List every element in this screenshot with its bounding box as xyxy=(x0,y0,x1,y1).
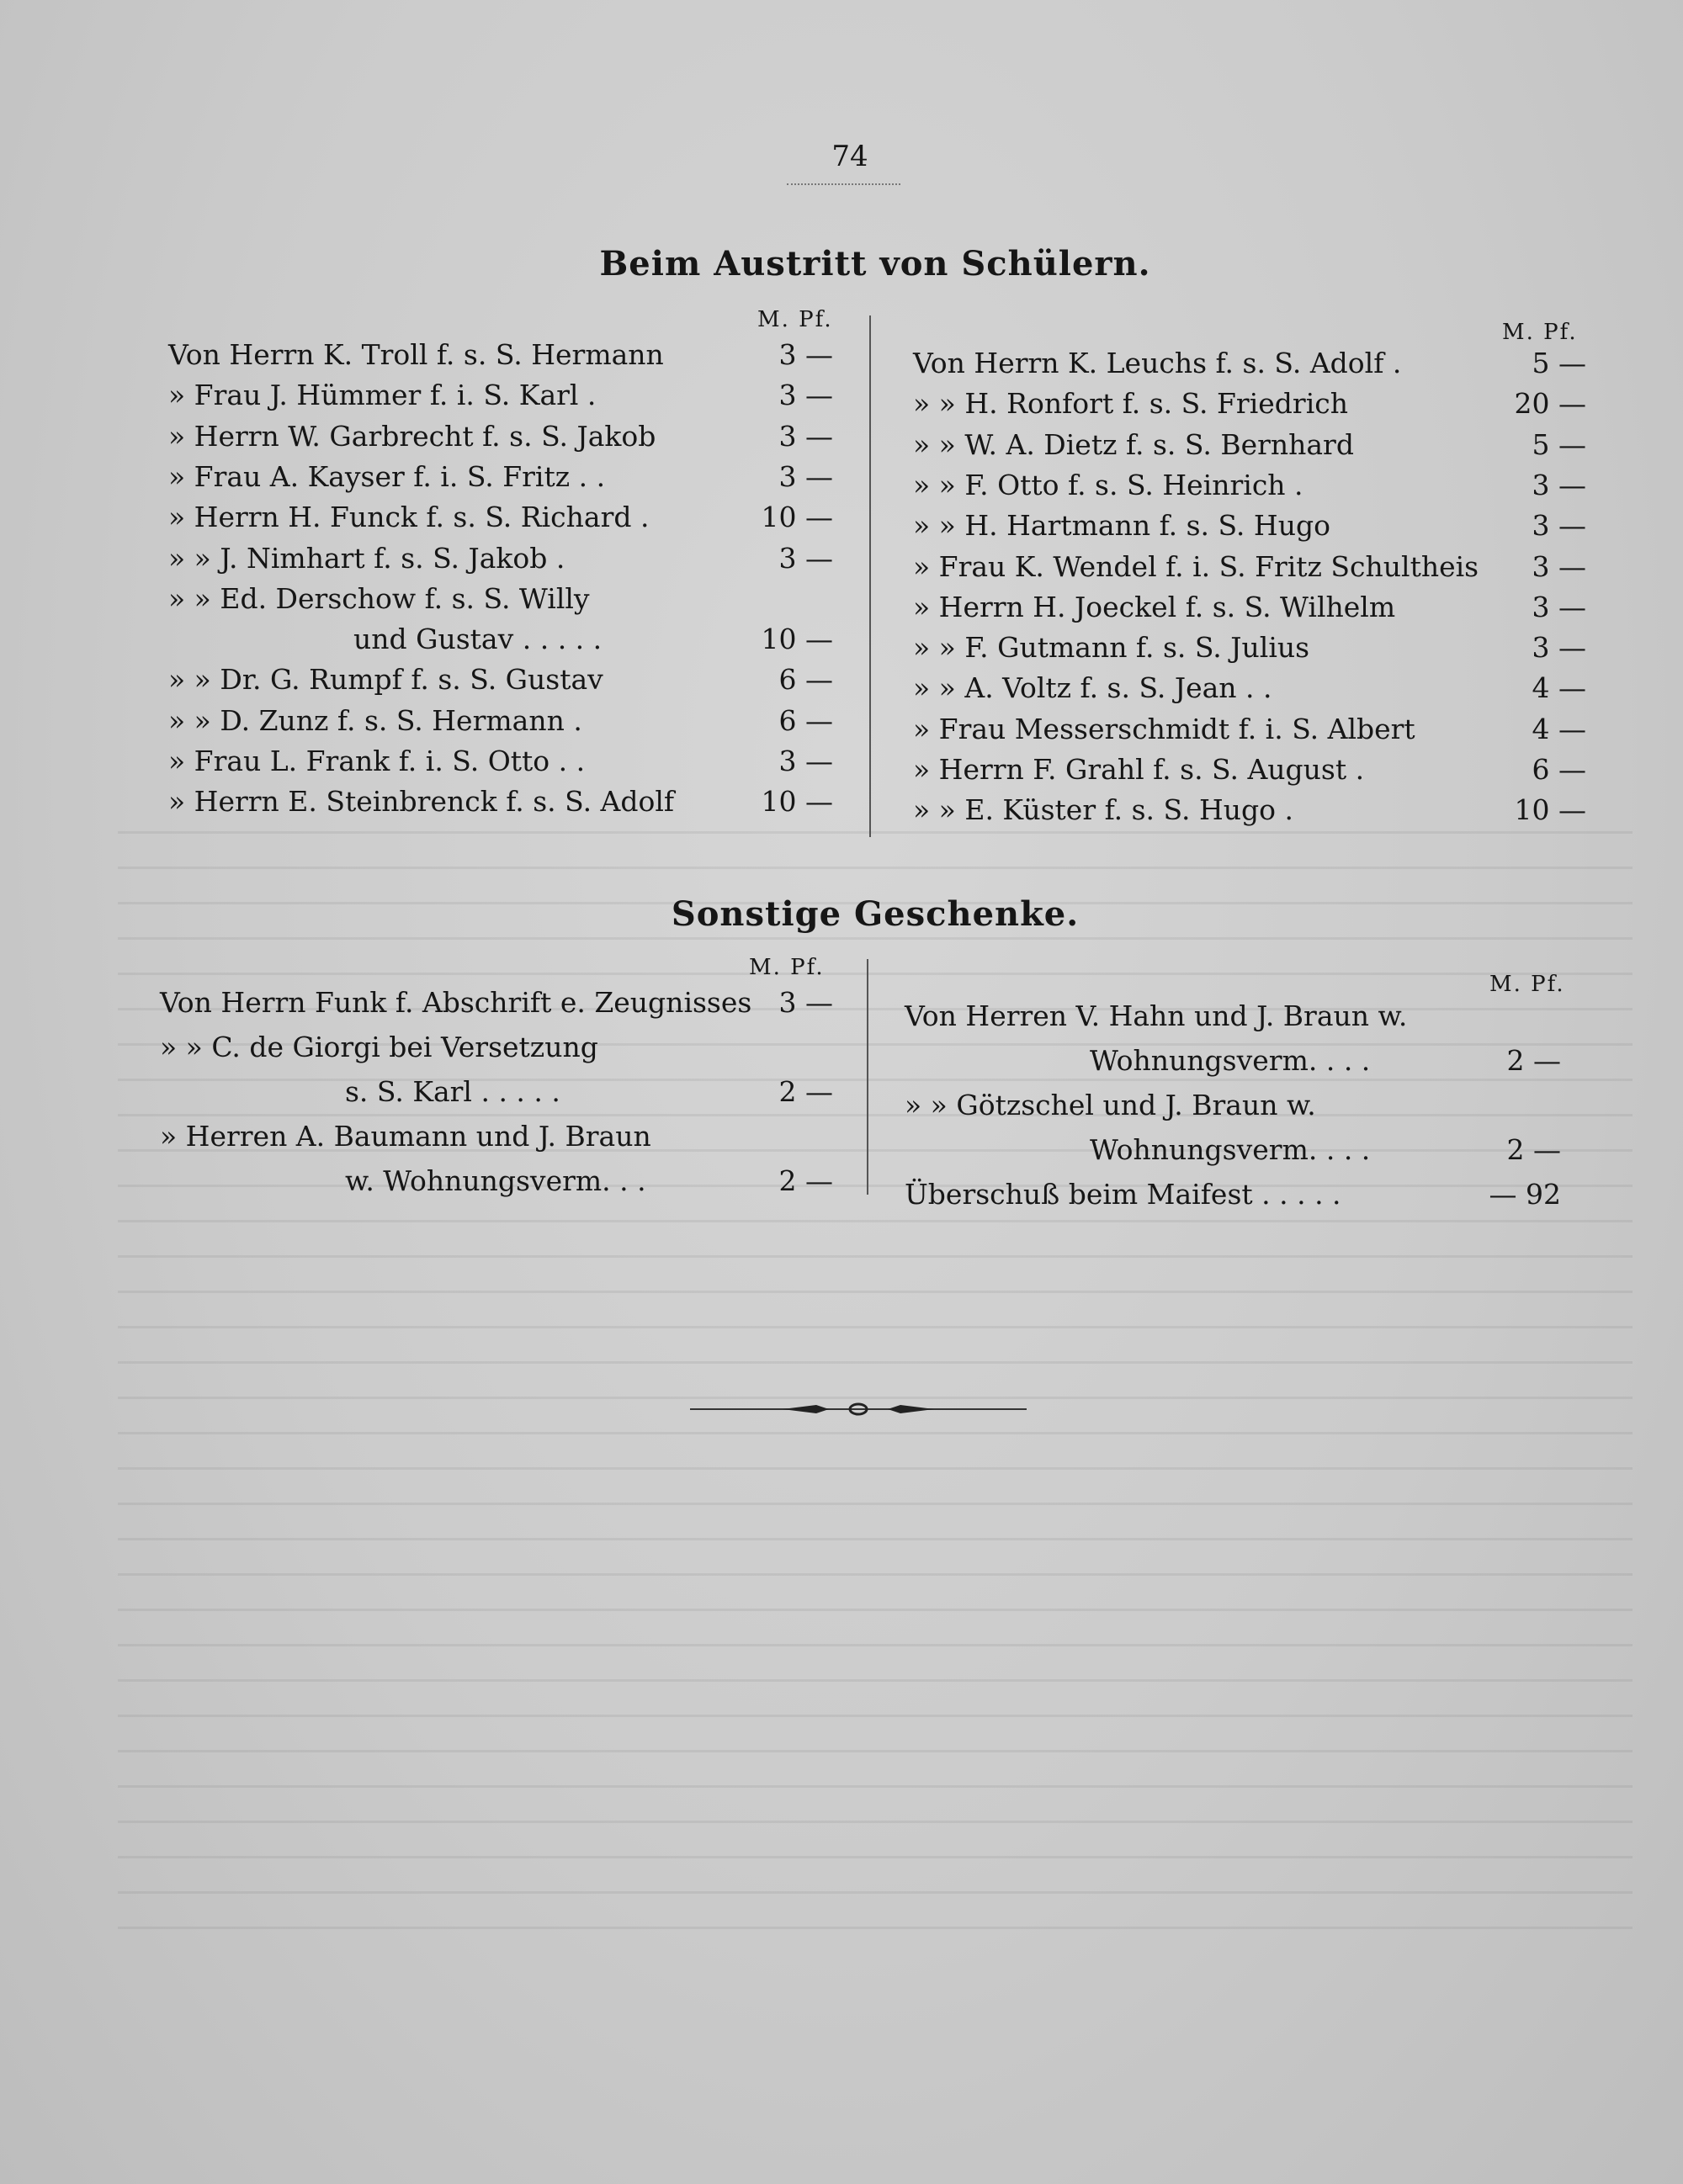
amount: 5 — xyxy=(1532,347,1586,379)
amount: 3 — xyxy=(778,419,833,453)
currency-header: M. Pf. xyxy=(1502,320,1578,345)
amount: 3 — xyxy=(1532,468,1586,501)
ledger-row xyxy=(905,1133,1578,1175)
donor-entry: w. Wohnungsverm. . . xyxy=(345,1164,646,1197)
geschenke-left-column xyxy=(160,951,842,1203)
ledger-row xyxy=(168,704,842,746)
donor-entry: Von Herrn K. Leuchs f. s. S. Adolf . xyxy=(913,347,1402,379)
amount: 4 — xyxy=(1532,712,1586,745)
donor-entry: » » F. Gutmann f. s. S. Julius xyxy=(913,631,1310,665)
donor-entry: » Herrn E. Steinbrenck f. s. S. Adolf xyxy=(168,785,675,819)
amount: 10 — xyxy=(1514,793,1586,827)
donor-entry: » » Götzschel und J. Braun w. xyxy=(905,1089,1316,1121)
ledger-row xyxy=(168,582,842,624)
ledger-row xyxy=(168,379,842,421)
ledger-row xyxy=(168,623,842,665)
section-title-austritt: Beim Austritt von Schülern. xyxy=(599,244,1151,284)
ledger-row xyxy=(913,509,1586,551)
donor-entry: Wohnungsverm. . . . xyxy=(1090,1133,1371,1166)
donor-entry: Von Herren V. Hahn und J. Braun w. xyxy=(905,999,1408,1032)
donor-entry: » » C. de Giorgi bei Versetzung xyxy=(160,1031,598,1063)
ledger-row xyxy=(160,1075,842,1117)
ledger-row xyxy=(168,501,842,543)
donor-entry: » Herrn F. Grahl f. s. S. August . xyxy=(913,753,1365,786)
ledger-row xyxy=(913,347,1586,389)
donor-entry: » » F. Otto f. s. S. Heinrich . xyxy=(913,468,1303,501)
ledger-row xyxy=(905,1044,1578,1086)
ledger-row xyxy=(913,753,1586,795)
amount: 6 — xyxy=(1532,753,1586,786)
donor-entry: » Herren A. Baumann und J. Braun xyxy=(160,1120,651,1153)
austritt-right-column xyxy=(913,320,1586,858)
decorative-divider-ornament xyxy=(690,1397,1027,1422)
ledger-row xyxy=(913,550,1586,592)
ledger-row xyxy=(905,999,1578,1042)
donor-entry: » Herrn H. Funck f. s. S. Richard . xyxy=(168,501,650,534)
ledger-row xyxy=(913,631,1586,673)
amount: 10 — xyxy=(761,623,833,656)
donor-entry: » Frau J. Hümmer f. i. S. Karl . xyxy=(168,379,597,412)
ledger-row xyxy=(913,387,1586,429)
ledger-row xyxy=(160,1120,842,1162)
amount: 3 — xyxy=(778,986,833,1019)
amount: 2 — xyxy=(1506,1133,1561,1166)
ledger-row xyxy=(168,663,842,705)
ledger-row xyxy=(160,1164,842,1206)
page-number: 74 xyxy=(831,140,868,173)
ledger-row xyxy=(160,986,842,1028)
donor-entry: » » A. Voltz f. s. S. Jean . . xyxy=(913,671,1272,705)
donor-entry: » Frau A. Kayser f. i. S. Fritz . . xyxy=(168,459,606,493)
column-divider xyxy=(867,959,868,1195)
ledger-row xyxy=(168,542,842,584)
column-divider xyxy=(869,315,871,837)
donor-entry: » » J. Nimhart f. s. S. Jakob . xyxy=(168,541,565,575)
donor-entry: Überschuß beim Maifest . . . . . xyxy=(905,1178,1341,1211)
ledger-row xyxy=(168,338,842,380)
ledger-row xyxy=(905,1178,1578,1220)
amount: 2 — xyxy=(778,1164,833,1197)
amount: 10 — xyxy=(761,785,833,819)
donor-entry: » » D. Zunz f. s. S. Hermann . xyxy=(168,703,582,737)
donor-entry: » » Dr. G. Rumpf f. s. S. Gustav xyxy=(168,663,603,697)
amount: 6 — xyxy=(778,663,833,697)
donor-entry: » » Ed. Derschow f. s. S. Willy xyxy=(168,581,590,615)
amount: 3 — xyxy=(778,459,833,493)
ledger-row xyxy=(905,1089,1578,1131)
donor-entry: » Frau Messerschmidt f. i. S. Albert xyxy=(913,712,1415,745)
donor-entry: » Herrn H. Joeckel f. s. S. Wilhelm xyxy=(913,590,1396,623)
donor-entry: Von Herrn Funk f. Abschrift e. Zeugnisses xyxy=(160,986,752,1019)
amount: 3 — xyxy=(778,379,833,412)
donor-entry: » Frau L. Frank f. i. S. Otto . . xyxy=(168,745,586,777)
donor-entry: und Gustav . . . . . xyxy=(353,623,603,656)
ledger-row xyxy=(913,469,1586,511)
amount: 10 — xyxy=(761,501,833,534)
amount: — 92 xyxy=(1489,1178,1561,1211)
donor-entry: Von Herrn K. Troll f. s. S. Hermann xyxy=(168,338,664,371)
ledger-row xyxy=(913,591,1586,633)
ledger-row xyxy=(913,793,1586,835)
amount: 3 — xyxy=(778,541,833,575)
currency-header: M. Pf. xyxy=(757,307,833,332)
currency-header: M. Pf. xyxy=(1489,972,1565,997)
ledger-row xyxy=(913,713,1586,755)
donor-entry: » Herrn W. Garbrecht f. s. S. Jakob xyxy=(168,419,656,453)
ledger-row xyxy=(168,460,842,502)
amount: 6 — xyxy=(778,703,833,737)
ledger-row xyxy=(160,1031,842,1073)
amount: 3 — xyxy=(1532,590,1586,623)
donor-entry: s. S. Karl . . . . . xyxy=(345,1075,560,1108)
ledger-row xyxy=(913,671,1586,713)
amount: 4 — xyxy=(1532,671,1586,705)
donor-entry: » Frau K. Wendel f. i. S. Fritz Schultheis xyxy=(913,549,1479,583)
donor-entry: Wohnungsverm. . . . xyxy=(1090,1044,1371,1077)
ledger-row xyxy=(168,420,842,462)
amount: 20 — xyxy=(1514,387,1586,421)
amount: 2 — xyxy=(778,1075,833,1108)
austritt-left-column xyxy=(168,303,842,841)
donor-entry: » » E. Küster f. s. S. Hugo . xyxy=(913,793,1293,827)
currency-header: M. Pf. xyxy=(749,955,825,980)
geschenke-right-column xyxy=(905,967,1578,1220)
ledger-row xyxy=(168,785,842,827)
ledger-row xyxy=(168,745,842,787)
donor-entry: » » H. Ronfort f. s. S. Friedrich xyxy=(913,387,1348,421)
amount: 2 — xyxy=(1506,1044,1561,1077)
amount: 3 — xyxy=(778,338,833,371)
amount: 3 — xyxy=(1532,509,1586,543)
donor-entry: » » H. Hartmann f. s. S. Hugo xyxy=(913,509,1330,543)
amount: 3 — xyxy=(1532,631,1586,665)
ledger-row xyxy=(913,428,1586,470)
page-number-underline xyxy=(787,183,900,185)
amount: 3 — xyxy=(778,745,833,777)
amount: 3 — xyxy=(1532,549,1586,583)
amount: 5 — xyxy=(1532,427,1586,461)
donor-entry: » » W. A. Dietz f. s. S. Bernhard xyxy=(913,427,1354,461)
section-title-geschenke: Sonstige Geschenke. xyxy=(671,894,1080,934)
